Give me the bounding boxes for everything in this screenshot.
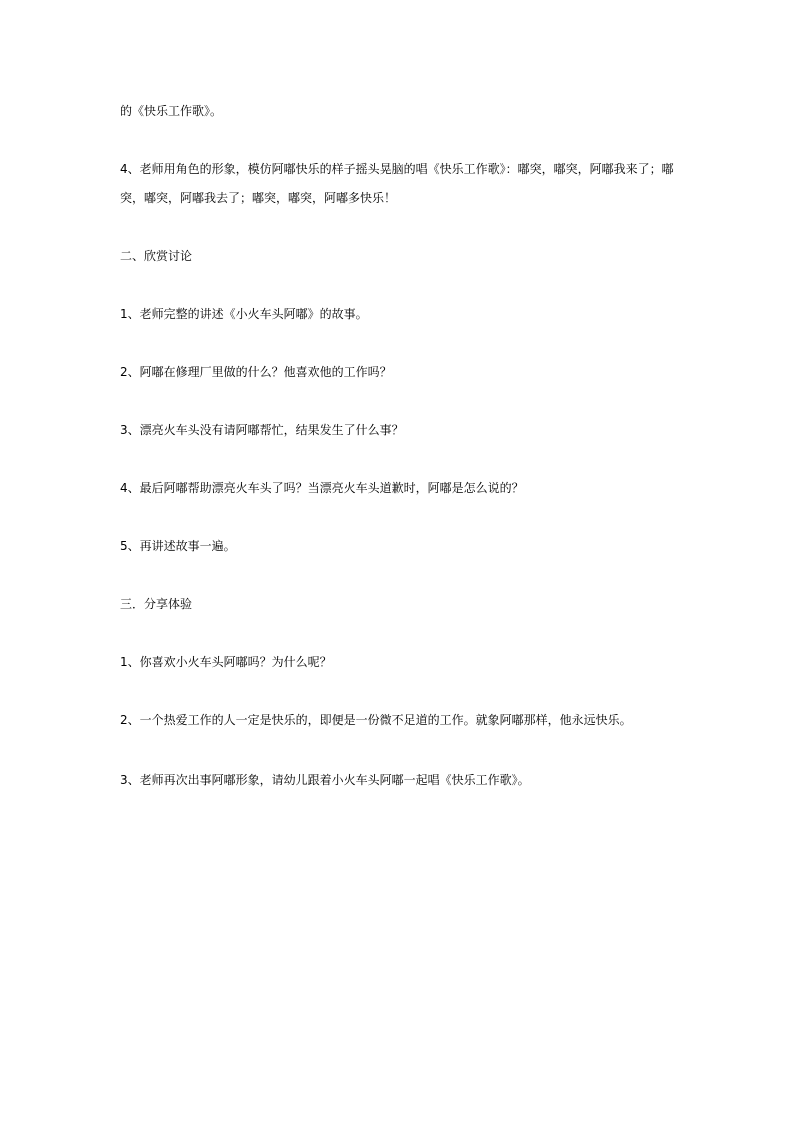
text-line: 4、老师用角色的形象，模仿阿嘟快乐的样子摇头晃脑的唱《快乐工作歌》：嘟突，嘟突，阿嘟我来了；嘟 [120, 162, 674, 176]
text-line: 3、漂亮火车头没有请阿嘟帮忙，结果发生了什么事？ [120, 423, 404, 437]
section-heading: 二、欣赏讨论 [120, 249, 193, 263]
text-line: 突，嘟突，阿嘟我去了；嘟突，嘟突，阿嘟多快乐！ [120, 191, 397, 205]
text-line: 的《快乐工作歌》。 [120, 104, 223, 118]
section-heading: 三．分享体验 [120, 597, 193, 611]
text-line: 3、老师再次出事阿嘟形象，请幼儿跟着小火车头阿嘟一起唱《快乐工作歌》。 [120, 773, 530, 787]
text-line: 2、一个热爱工作的人一定是快乐的，即便是一份微不足道的工作。就象阿嘟那样，他永远快乐。 [120, 713, 632, 727]
text-line: 4、最后阿嘟帮助漂亮火车头了吗？当漂亮火车头道歉时，阿嘟是怎么说的？ [120, 481, 524, 495]
text-line: 1、老师完整的讲述《小火车头阿嘟》的故事。 [120, 307, 368, 321]
text-line: 1、你喜欢小火车头阿嘟吗？为什么呢？ [120, 655, 332, 669]
text-line: 2、阿嘟在修理厂里做的什么？他喜欢他的工作吗？ [120, 365, 392, 379]
text-line: 5、再讲述故事一遍。 [120, 539, 236, 553]
